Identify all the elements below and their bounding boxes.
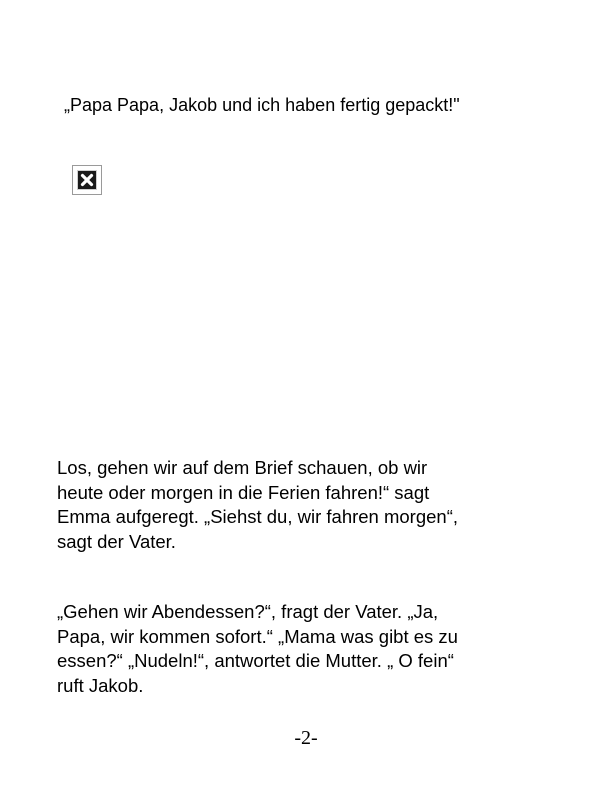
paragraph-line: essen?“ „Nudeln!“, antwortet die Mutter. „ O fein“ [57, 650, 454, 671]
broken-image-placeholder [72, 165, 102, 195]
story-paragraph-1 [57, 456, 567, 554]
page-number: -2- [294, 727, 318, 749]
paragraph-line: heute oder morgen in die Ferien fahren!“ sagt [57, 481, 430, 503]
paragraph-line: ruft Jakob. [57, 674, 144, 696]
paragraph-line: „Gehen wir Abendessen?“, fragt der Vater. „Ja, [57, 601, 439, 622]
story-paragraph-2 [57, 600, 567, 698]
paragraph-line: Papa, wir kommen sofort.“ „Mama was gibt es zu [57, 625, 458, 647]
paragraph-line: Los, gehen wir auf dem Brief schauen, ob wir [57, 457, 428, 478]
paragraph-line: sagt der Vater. [57, 530, 176, 552]
broken-image-icon [76, 169, 98, 191]
dialogue-heading-line: „Papa Papa, Jakob und ich haben fertig gepackt!" [64, 95, 460, 115]
paragraph-line: Emma aufgeregt. „Siehst du, wir fahren morgen“, [57, 506, 459, 527]
